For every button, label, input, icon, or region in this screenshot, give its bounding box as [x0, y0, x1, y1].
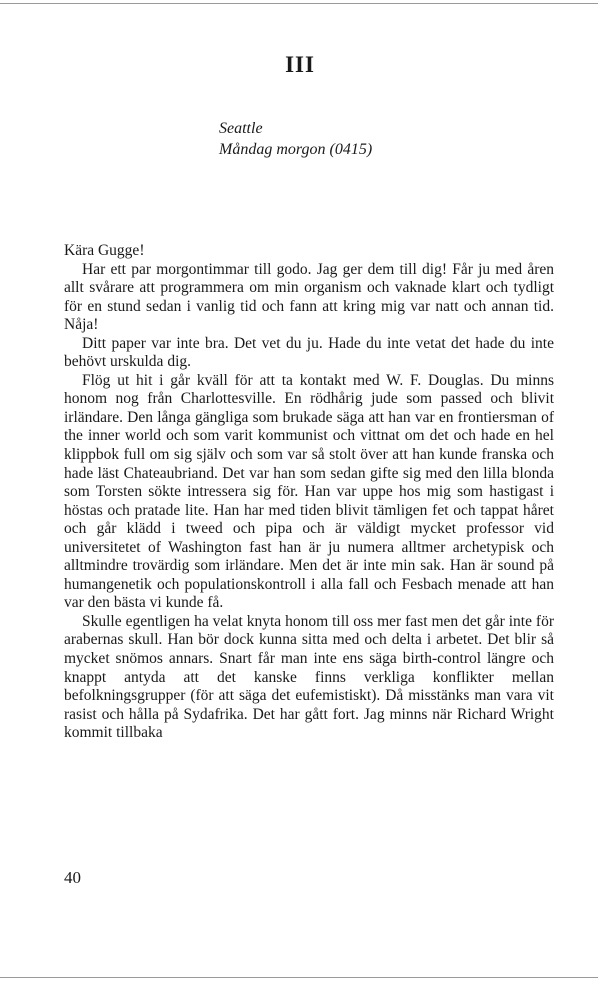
- dateline: [219, 118, 372, 160]
- paragraph-2: Ditt paper var inte bra. Det vet du ju. Hade du inte vetat det hade du inte behövt urskulda dig.: [64, 334, 554, 371]
- dateline-date: Måndag morgon (0415): [219, 141, 373, 158]
- dateline-place: Seattle: [219, 120, 263, 137]
- page-number: 40: [64, 868, 81, 887]
- letter-body: [64, 242, 554, 743]
- paragraph-3: Flög ut hit i går kväll för att ta kontakt med W. F. Douglas. Du minns honom nog från Charlottesville. En rödhårig jude som passed och blivit irländare. Den långa gängliga som brukade säga att han var en frontiersman of the inner world och som varit kommunist och vittnat om det och hade en hel klippbok full om sig själv och som var så stolt över att han kunde franska och hade läst Chateaubriand. Det var han som sedan gifte sig med den lilla blonda som Torsten sökte intressera sig för. Han var uppe hos mig som hastigast i höstas och pratade lite. Han har med tiden blivit tämligen fet och tappat håret och går klädd i tweed och pipa och är väldigt mycket professor vid universitetet of Washington fast han är ju numera alltmer archetypisk och alltmindre trovärdig som irländare. Men det är inte min sak. Han är sound på humangenetik och populationskontroll i alla fall och Fesbach menade att han var den bästa vi kunde få.: [64, 371, 554, 612]
- salutation: Kära Gugge!: [64, 242, 145, 259]
- bottom-scan-edge: [0, 977, 598, 978]
- top-scan-edge: [0, 3, 598, 4]
- paragraph-1: Har ett par morgontimmar till godo. Jag ger dem till dig! Får ju med åren allt svårare att programmera om min organism och vaknade klart och tydligt för en stund sedan i vanlig tid och fann att kring mig var natt och annan tid. Nåja!: [64, 260, 554, 334]
- chapter-heading: III: [285, 52, 315, 77]
- paragraph-4: Skulle egentligen ha velat knyta honom till oss mer fast men det går inte för arabernas skull. Han bör dock kunna sitta med och delta i arbetet. Det blir så mycket snömos annars. Snart får man inte ens säga birth-control längre och knappt antyda att det kanske finns verkliga konflikter mellan befolkningsgrupper (för att säga det eufemistiskt). Då misstänks man vara vit rasist och hålla på Sydafrika. Det har gått fort. Jag minns när Richard Wright kommit tillbaka: [64, 612, 554, 742]
